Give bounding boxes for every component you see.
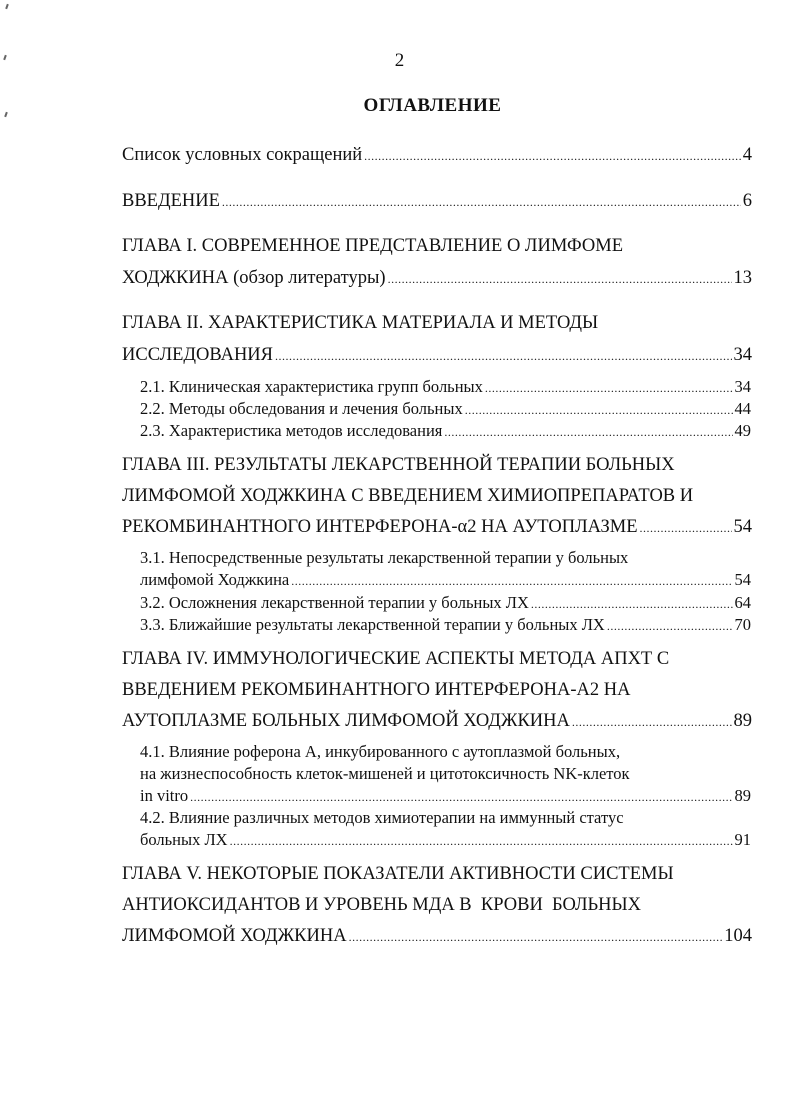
toc-entry-page: 4 [742, 145, 752, 165]
toc-leader-dots [275, 349, 732, 364]
toc-entry-text: ГЛАВА I. СОВРЕМЕННОЕ ПРЕДСТАВЛЕНИЕ О ЛИМФОМЕ [122, 236, 623, 256]
toc-entry-text: ГЛАВА V. НЕКОТОРЫЕ ПОКАЗАТЕЛИ АКТИВНОСТИ СИСТЕМЫ [122, 864, 674, 884]
toc-leader-dots [230, 834, 733, 849]
toc-entry-last-line [122, 711, 752, 732]
toc-entry-last-line [122, 268, 752, 289]
toc-leader-dots [349, 930, 723, 945]
toc-entry-page: 70 [734, 615, 751, 634]
toc-leader-dots [222, 195, 741, 210]
toc-entry-page: 49 [734, 421, 751, 440]
toc-entry-last-line [122, 517, 752, 538]
toc-entry-text: на жизнеспособность клеток-мишеней и цитотоксичность NK-клеток [140, 764, 630, 783]
toc-entry-text: АУТОПЛАЗМЕ БОЛЬНЫХ ЛИМФОМОЙ ХОДЖКИНА [122, 711, 570, 731]
toc-entry-section-2-3[interactable] [140, 421, 751, 441]
toc-entry-text: ГЛАВА II. ХАРАКТЕРИСТИКА МАТЕРИАЛА И МЕТОДЫ [122, 313, 599, 333]
toc-entry-last-line [140, 786, 751, 806]
toc-entry-text: 4.2. Влияние различных методов химиотерапии на иммунный статус [140, 808, 624, 827]
toc-entry-page: 104 [724, 926, 752, 946]
toc-entry-text: 2.3. Характеристика методов исследования [140, 421, 443, 440]
toc-leader-dots [640, 521, 732, 536]
toc-entry-text: ЛИМФОМОЙ ХОДЖКИНА С ВВЕДЕНИЕМ ХИМИОПРЕПАРАТОВ И [122, 486, 694, 506]
toc-entry-text: ГЛАВА III. РЕЗУЛЬТАТЫ ЛЕКАРСТВЕННОЙ ТЕРАПИИ БОЛЬНЫХ [122, 455, 675, 475]
toc-entry-page: 64 [734, 593, 751, 612]
toc-entry-last-line [140, 830, 751, 850]
toc-leader-dots [444, 425, 732, 440]
toc-leader-dots [485, 381, 733, 396]
toc-entry-introduction[interactable] [122, 191, 752, 212]
toc-entry-page: 54 [734, 570, 751, 589]
toc-entry-last-line [122, 345, 752, 366]
toc-leader-dots [572, 715, 732, 730]
toc-entry-abbreviations[interactable] [122, 145, 752, 166]
toc-entry-text: ВВЕДЕНИЕМ РЕКОМБИНАНТНОГО ИНТЕРФЕРОНА-А2 НА [122, 680, 631, 700]
toc-entry-text: 3.3. Ближайшие результаты лекарственной терапии у больных ЛХ [140, 615, 605, 634]
page-number: 2 [394, 50, 405, 71]
toc-entry-last-line [122, 926, 752, 947]
toc-entry-page: 34 [733, 345, 752, 365]
toc-leader-dots [388, 272, 732, 287]
toc-entry-text: 3.1. Непосредственные результаты лекарственной терапии у больных [140, 548, 629, 567]
toc-entry-text: больных ЛХ [140, 830, 228, 849]
toc-leader-dots [291, 574, 732, 589]
toc-entry-text: Список условных сокращений [122, 145, 363, 165]
toc-entry-text: 2.1. Клиническая характеристика групп больных [140, 377, 483, 396]
toc-entry-text: ГЛАВА IV. ИММУНОЛОГИЧЕСКИЕ АСПЕКТЫ МЕТОДА АПХТ С [122, 649, 670, 669]
toc-entry-text: ИССЛЕДОВАНИЯ [122, 345, 273, 365]
toc-entry-page: 89 [733, 711, 752, 731]
toc-entry-text: лимфомой Ходжкина [140, 570, 290, 589]
toc-entry-text: ХОДЖКИНА (обзор литературы) [122, 268, 386, 288]
toc-leader-dots [190, 790, 732, 805]
toc-leader-dots [607, 619, 733, 634]
toc-entry-page: 6 [742, 191, 752, 211]
toc-entry-page: 89 [734, 786, 751, 805]
toc-entry-section-2-2[interactable] [140, 399, 751, 419]
toc-leader-dots [531, 597, 733, 612]
toc-entry-section-3-3[interactable] [140, 615, 751, 635]
page-title: ОГЛАВЛЕНИЕ [363, 95, 502, 116]
toc-leader-dots [465, 403, 733, 418]
toc-entry-section-2-1[interactable] [140, 377, 751, 397]
toc-entry-last-line [140, 570, 751, 590]
toc-entry-text: АНТИОКСИДАНТОВ И УРОВЕНЬ МДА В КРОВИ БОЛЬНЫХ [122, 895, 642, 915]
toc-entry-text: 3.2. Осложнения лекарственной терапии у больных ЛХ [140, 593, 529, 612]
toc-entry-text: РЕКОМБИНАНТНОГО ИНТЕРФЕРОНА-α2 НА АУТОПЛАЗМЕ [122, 517, 638, 537]
toc-entry-text: ВВЕДЕНИЕ [122, 191, 220, 211]
toc-entry-page: 91 [734, 830, 751, 849]
toc-entry-text: 2.2. Методы обследования и лечения больных [140, 399, 463, 418]
toc-entry-page: 44 [734, 399, 751, 418]
toc-entry-page: 13 [733, 268, 752, 288]
toc-leader-dots [364, 149, 741, 164]
toc-entry-text: in vitro [140, 786, 189, 805]
toc-entry-section-3-2[interactable] [140, 593, 751, 613]
toc-entry-page: 34 [734, 377, 751, 396]
toc-entry-page: 54 [733, 517, 752, 537]
toc-entry-text: ЛИМФОМОЙ ХОДЖКИНА [122, 926, 347, 946]
toc-entry-text: 4.1. Влияние роферона А, инкубированного с аутоплазмой больных, [140, 742, 621, 761]
